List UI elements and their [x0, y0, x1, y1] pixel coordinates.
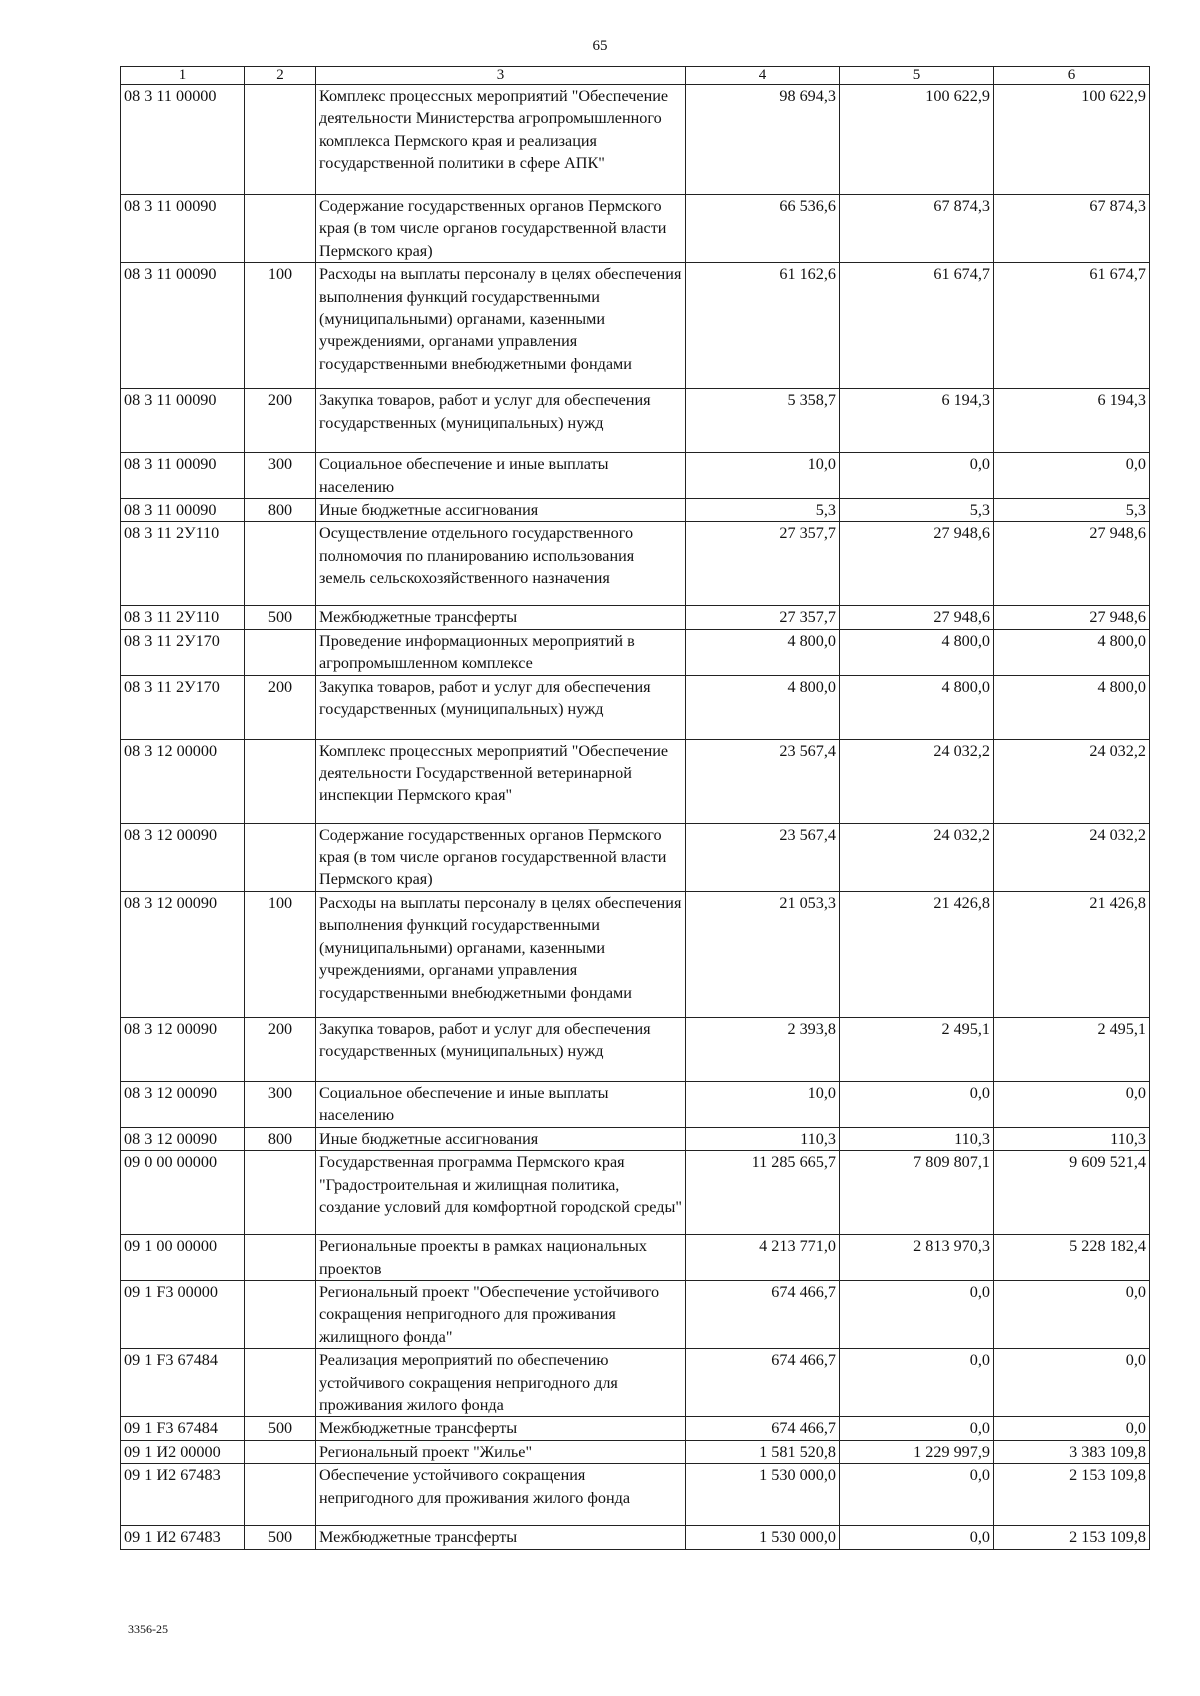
expense-type-cell — [245, 1235, 316, 1281]
code-cell: 08 3 11 00090 — [121, 263, 245, 389]
value-col5-cell: 67 874,3 — [840, 195, 994, 263]
description-cell: Закупка товаров, работ и услуг для обеспечения государственных (муниципальных) нужд — [316, 389, 686, 453]
code-cell: 08 3 12 00090 — [121, 1127, 245, 1150]
value-col4-cell: 1 581 520,8 — [686, 1440, 840, 1463]
expense-type-cell: 500 — [245, 1526, 316, 1549]
expense-type-cell: 300 — [245, 453, 316, 499]
description-cell: Иные бюджетные ассигнования — [316, 1127, 686, 1150]
description-cell: Социальное обеспечение и иные выплаты населению — [316, 1081, 686, 1127]
expense-type-cell: 100 — [245, 263, 316, 389]
description-cell: Содержание государственных органов Пермского края (в том числе органов государственной власти Пермского края) — [316, 195, 686, 263]
value-col4-cell: 66 536,6 — [686, 195, 840, 263]
description-cell: Расходы на выплаты персоналу в целях обеспечения выполнения функций государственными (муниципальными) органами, казенными учреждениями, органами управления государственными внебюджетными фондами — [316, 891, 686, 1017]
value-col6-cell: 24 032,2 — [994, 739, 1150, 823]
table-row — [121, 1349, 1150, 1417]
value-col5-cell: 2 813 970,3 — [840, 1235, 994, 1281]
expense-type-cell — [245, 1280, 316, 1348]
description-cell: Комплекс процессных мероприятий "Обеспечение деятельности Министерства агропромышленного комплекса Пермского края и реализация государственной политики в сфере АПК" — [316, 85, 686, 195]
description-cell: Социальное обеспечение и иные выплаты населению — [316, 453, 686, 499]
code-cell: 08 3 11 2У170 — [121, 675, 245, 739]
value-col5-cell: 24 032,2 — [840, 739, 994, 823]
value-col6-cell: 0,0 — [994, 1081, 1150, 1127]
value-col4-cell: 61 162,6 — [686, 263, 840, 389]
table-row — [121, 389, 1150, 453]
expense-type-cell — [245, 522, 316, 606]
column-header-3: 3 — [316, 67, 686, 85]
value-col6-cell: 4 800,0 — [994, 629, 1150, 675]
value-col6-cell: 0,0 — [994, 1417, 1150, 1440]
value-col4-cell: 674 466,7 — [686, 1349, 840, 1417]
value-col6-cell: 4 800,0 — [994, 675, 1150, 739]
code-cell: 08 3 11 00090 — [121, 195, 245, 263]
value-col6-cell: 2 153 109,8 — [994, 1526, 1150, 1549]
table-row — [121, 675, 1150, 739]
code-cell: 08 3 12 00090 — [121, 891, 245, 1017]
code-cell: 08 3 11 00000 — [121, 85, 245, 195]
value-col4-cell: 4 800,0 — [686, 629, 840, 675]
code-cell: 08 3 11 2У110 — [121, 606, 245, 629]
code-cell: 09 1 F3 67484 — [121, 1417, 245, 1440]
description-cell: Комплекс процессных мероприятий "Обеспечение деятельности Государственной ветеринарной инспекции Пермского края" — [316, 739, 686, 823]
value-col5-cell: 6 194,3 — [840, 389, 994, 453]
description-cell: Региональный проект "Обеспечение устойчивого сокращения непригодного для проживания жилищного фонда" — [316, 1280, 686, 1348]
value-col6-cell: 6 194,3 — [994, 389, 1150, 453]
description-cell: Содержание государственных органов Пермского края (в том числе органов государственной власти Пермского края) — [316, 823, 686, 891]
description-cell: Проведение информационных мероприятий в агропромышленном комплексе — [316, 629, 686, 675]
value-col4-cell: 98 694,3 — [686, 85, 840, 195]
description-cell: Расходы на выплаты персоналу в целях обеспечения выполнения функций государственными (муниципальными) органами, казенными учреждениями, органами управления государственными внебюджетными фондами — [316, 263, 686, 389]
value-col4-cell: 674 466,7 — [686, 1417, 840, 1440]
value-col5-cell: 1 229 997,9 — [840, 1440, 994, 1463]
value-col5-cell: 61 674,7 — [840, 263, 994, 389]
expense-type-cell: 100 — [245, 891, 316, 1017]
column-header-1: 1 — [121, 67, 245, 85]
description-cell: Межбюджетные трансферты — [316, 1417, 686, 1440]
page-number: 65 — [592, 38, 608, 54]
expense-type-cell: 800 — [245, 499, 316, 522]
value-col4-cell: 5 358,7 — [686, 389, 840, 453]
description-cell: Обеспечение устойчивого сокращения непригодного для проживания жилого фонда — [316, 1464, 686, 1526]
value-col6-cell: 3 383 109,8 — [994, 1440, 1150, 1463]
code-cell: 08 3 12 00090 — [121, 1081, 245, 1127]
table-row — [121, 1017, 1150, 1081]
table-row — [121, 522, 1150, 606]
table-row — [121, 891, 1150, 1017]
value-col6-cell: 0,0 — [994, 1349, 1150, 1417]
table-row — [121, 1280, 1150, 1348]
value-col5-cell: 0,0 — [840, 1081, 994, 1127]
budget-table — [120, 66, 1150, 1550]
expense-type-cell: 800 — [245, 1127, 316, 1150]
table-row — [121, 453, 1150, 499]
table-row — [121, 1526, 1150, 1549]
value-col4-cell: 10,0 — [686, 453, 840, 499]
expense-type-cell: 200 — [245, 389, 316, 453]
table-row — [121, 1235, 1150, 1281]
value-col5-cell: 0,0 — [840, 1280, 994, 1348]
value-col5-cell: 27 948,6 — [840, 606, 994, 629]
value-col5-cell: 0,0 — [840, 453, 994, 499]
value-col5-cell: 2 495,1 — [840, 1017, 994, 1081]
expense-type-cell — [245, 739, 316, 823]
value-col5-cell: 7 809 807,1 — [840, 1151, 994, 1235]
value-col5-cell: 0,0 — [840, 1417, 994, 1440]
value-col6-cell: 2 495,1 — [994, 1017, 1150, 1081]
expense-type-cell: 300 — [245, 1081, 316, 1127]
code-cell: 09 1 F3 00000 — [121, 1280, 245, 1348]
value-col4-cell: 5,3 — [686, 499, 840, 522]
column-header-5: 5 — [840, 67, 994, 85]
description-cell: Реализация мероприятий по обеспечению устойчивого сокращения непригодного для проживания жилого фонда — [316, 1349, 686, 1417]
value-col5-cell: 0,0 — [840, 1526, 994, 1549]
description-cell: Государственная программа Пермского края "Градостроительная и жилищная политика, создание условий для комфортной городской среды" — [316, 1151, 686, 1235]
table-row — [121, 739, 1150, 823]
value-col6-cell: 67 874,3 — [994, 195, 1150, 263]
value-col5-cell: 24 032,2 — [840, 823, 994, 891]
code-cell: 08 3 11 2У170 — [121, 629, 245, 675]
value-col4-cell: 10,0 — [686, 1081, 840, 1127]
value-col4-cell: 2 393,8 — [686, 1017, 840, 1081]
expense-type-cell — [245, 85, 316, 195]
code-cell: 08 3 11 2У110 — [121, 522, 245, 606]
table-row — [121, 606, 1150, 629]
expense-type-cell — [245, 1151, 316, 1235]
code-cell: 09 1 И2 00000 — [121, 1440, 245, 1463]
value-col6-cell: 27 948,6 — [994, 522, 1150, 606]
value-col4-cell: 23 567,4 — [686, 739, 840, 823]
value-col6-cell: 5 228 182,4 — [994, 1235, 1150, 1281]
table-body — [121, 85, 1150, 1550]
value-col4-cell: 27 357,7 — [686, 522, 840, 606]
code-cell: 08 3 11 00090 — [121, 499, 245, 522]
code-cell: 08 3 12 00000 — [121, 739, 245, 823]
code-cell: 09 1 00 00000 — [121, 1235, 245, 1281]
description-cell: Иные бюджетные ассигнования — [316, 499, 686, 522]
table-row — [121, 823, 1150, 891]
value-col5-cell: 4 800,0 — [840, 629, 994, 675]
table-row — [121, 1417, 1150, 1440]
value-col6-cell: 27 948,6 — [994, 606, 1150, 629]
code-cell: 09 1 И2 67483 — [121, 1526, 245, 1549]
value-col6-cell: 110,3 — [994, 1127, 1150, 1150]
header-row — [121, 67, 1150, 85]
value-col6-cell: 0,0 — [994, 453, 1150, 499]
description-cell: Осуществление отдельного государственного полномочия по планированию использования земель сельскохозяйственного назначения — [316, 522, 686, 606]
expense-type-cell — [245, 629, 316, 675]
value-col6-cell: 5,3 — [994, 499, 1150, 522]
expense-type-cell: 200 — [245, 675, 316, 739]
value-col5-cell: 110,3 — [840, 1127, 994, 1150]
value-col6-cell: 0,0 — [994, 1280, 1150, 1348]
value-col4-cell: 1 530 000,0 — [686, 1526, 840, 1549]
column-header-6: 6 — [994, 67, 1150, 85]
value-col4-cell: 27 357,7 — [686, 606, 840, 629]
expense-type-cell — [245, 1464, 316, 1526]
table-row — [121, 1440, 1150, 1463]
value-col5-cell: 21 426,8 — [840, 891, 994, 1017]
description-cell: Закупка товаров, работ и услуг для обеспечения государственных (муниципальных) нужд — [316, 1017, 686, 1081]
table-row — [121, 499, 1150, 522]
expense-type-cell — [245, 1349, 316, 1417]
code-cell: 09 1 F3 67484 — [121, 1349, 245, 1417]
value-col5-cell: 0,0 — [840, 1349, 994, 1417]
code-cell: 09 1 И2 67483 — [121, 1464, 245, 1526]
description-cell: Межбюджетные трансферты — [316, 1526, 686, 1549]
value-col6-cell: 2 153 109,8 — [994, 1464, 1150, 1526]
column-header-4: 4 — [686, 67, 840, 85]
expense-type-cell: 500 — [245, 606, 316, 629]
code-cell: 09 0 00 00000 — [121, 1151, 245, 1235]
value-col6-cell: 61 674,7 — [994, 263, 1150, 389]
description-cell: Межбюджетные трансферты — [316, 606, 686, 629]
expense-type-cell: 500 — [245, 1417, 316, 1440]
code-cell: 08 3 12 00090 — [121, 1017, 245, 1081]
table-row — [121, 85, 1150, 195]
value-col4-cell: 110,3 — [686, 1127, 840, 1150]
value-col4-cell: 11 285 665,7 — [686, 1151, 840, 1235]
value-col6-cell: 24 032,2 — [994, 823, 1150, 891]
table-row — [121, 1464, 1150, 1526]
table-row — [121, 629, 1150, 675]
table-row — [121, 195, 1150, 263]
table-row — [121, 1081, 1150, 1127]
code-cell: 08 3 11 00090 — [121, 453, 245, 499]
value-col6-cell: 9 609 521,4 — [994, 1151, 1150, 1235]
value-col5-cell: 27 948,6 — [840, 522, 994, 606]
value-col4-cell: 4 213 771,0 — [686, 1235, 840, 1281]
value-col5-cell: 4 800,0 — [840, 675, 994, 739]
description-cell: Региональный проект "Жилье" — [316, 1440, 686, 1463]
expense-type-cell: 200 — [245, 1017, 316, 1081]
table-row — [121, 263, 1150, 389]
table-row — [121, 1151, 1150, 1235]
expense-type-cell — [245, 1440, 316, 1463]
value-col6-cell: 21 426,8 — [994, 891, 1150, 1017]
value-col5-cell: 0,0 — [840, 1464, 994, 1526]
description-cell: Закупка товаров, работ и услуг для обеспечения государственных (муниципальных) нужд — [316, 675, 686, 739]
value-col4-cell: 674 466,7 — [686, 1280, 840, 1348]
table-row — [121, 1127, 1150, 1150]
value-col4-cell: 23 567,4 — [686, 823, 840, 891]
code-cell: 08 3 11 00090 — [121, 389, 245, 453]
expense-type-cell — [245, 823, 316, 891]
document-id: 3356-25 — [128, 1622, 168, 1636]
value-col6-cell: 100 622,9 — [994, 85, 1150, 195]
expense-type-cell — [245, 195, 316, 263]
code-cell: 08 3 12 00090 — [121, 823, 245, 891]
value-col4-cell: 4 800,0 — [686, 675, 840, 739]
value-col4-cell: 21 053,3 — [686, 891, 840, 1017]
value-col5-cell: 100 622,9 — [840, 85, 994, 195]
value-col4-cell: 1 530 000,0 — [686, 1464, 840, 1526]
value-col5-cell: 5,3 — [840, 499, 994, 522]
description-cell: Региональные проекты в рамках национальных проектов — [316, 1235, 686, 1281]
column-header-2: 2 — [245, 67, 316, 85]
